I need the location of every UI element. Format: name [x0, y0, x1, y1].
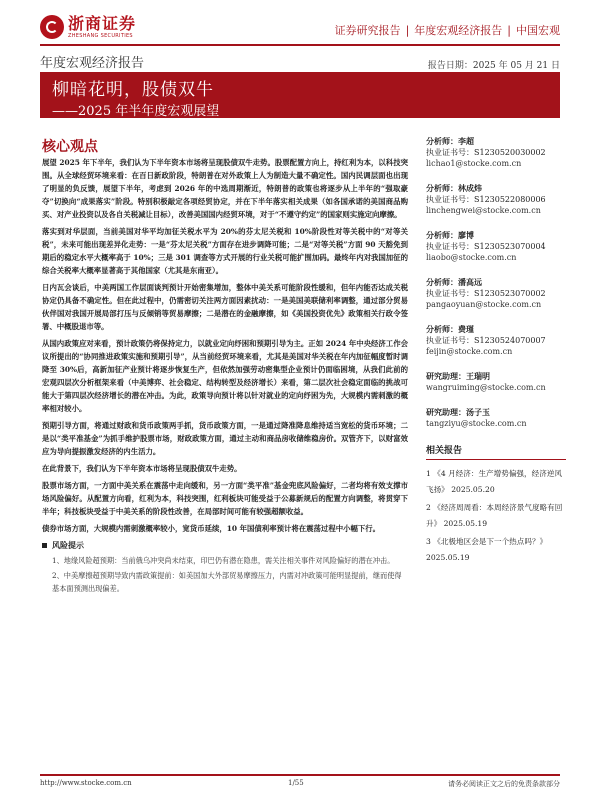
paragraph-us-china: 日内瓦会谈后，中美两国工作层面谈判预计开始密集增加，整体中美关系可能阶段性缓和，但年内能否达成关税协定仍具备不确定性。但在此过程中，仍需密切关注两方面因素扰动：一是美国美联储利率调整，通过部分贸易伙伴国对我国开展局部打压与反倾销等贸易摩擦；二是潜在的金融摩擦，如《美国投资优先》政策相关行政令签署、中概股退市等。	[42, 283, 408, 331]
assistant-card: 研究助理：汤子玉 tangziyu@stocke.com.cn	[426, 407, 566, 429]
page-title: 柳暗花明，股债双牛	[52, 80, 214, 100]
analyst-cert: 执业证书号：S1230523070002	[426, 289, 546, 298]
analyst-name: 廖博	[458, 230, 474, 240]
nav-research-report: 证券研究报告	[334, 24, 401, 37]
assistant-name: 王瑞明	[466, 371, 490, 381]
analyst-email[interactable]: lichao1@stocke.com.cn	[426, 159, 522, 168]
analyst-email[interactable]: linchengwei@stocke.com.cn	[426, 206, 541, 215]
page-number: 1/55	[288, 779, 304, 787]
paragraph-bonds: 债券市场方面，大规模内需刺激概率较小，宽货币延续，10 年国债利率预计将在震荡过程中小幅下行。	[42, 524, 381, 533]
paragraph-background: 在此背景下，我们认为下半年资本市场将呈现股债双牛走势。	[42, 464, 242, 473]
assistant-name: 汤子玉	[466, 407, 490, 417]
analyst-card: 分析师：林成炜 执业证书号：S1230522080006 linchengwei@stocke.com.cn	[426, 183, 566, 216]
page-subtitle: ——2025 年半年度宏观展望	[52, 104, 220, 119]
analyst-card: 分析师：廖博 执业证书号：S1230523070004 liaobo@stocke.com.cn	[426, 230, 566, 263]
sidebar	[426, 136, 566, 568]
paragraph-tariffs: 落实到对华层面，当前美国对华平均加征关税水平为 20%的芬太尼关税和 10%阶段性对等关税中的“对等关税”，未来可能出现差异化走势：一是“芬太尼关税”方面存在进步调降可能；二是“对等关税”方面 90 天豁免到期后的稳定水平大概率高于 10%；三是 301 调查等方式开展的行业关税可能扩围加码。最终年内对我国加征的综合关税率大概率显著高于其他国家（尤其是东南亚）。	[42, 227, 408, 275]
paragraph-outlook: 展望 2025 年下半年，我们认为下半年资本市场将呈现股债双牛走势。股票配置方向上，持红利为本，以科技突围。从全球经贸环境来看：在百日新政阶段，特朗普在对外政策上人为制造大量不确定性。国内民调层面也出现了明显的负反馈，展望下半年，考虑到 2026 年的中选周期渐近，特朗普的政策也将逐步从上半年的“强取豪夺”切换向“成果落实”阶段。特别积极敲定各项经贸协定，并在下半年落实相关成果（如各国承诺的美国商品购买、对产业投资以及各自关税减让目标），改善美国国内经贸环境，对于“不遵守约定”的国家则实施定向摩擦。	[42, 158, 408, 219]
core-views	[42, 156, 408, 595]
analyst-cert: 执业证书号：S1230523070004	[426, 242, 546, 251]
analyst-name: 林成炜	[458, 183, 482, 193]
analyst-email[interactable]: liaobo@stocke.com.cn	[426, 253, 517, 262]
related-report-item[interactable]: 3 《北极地区会是下一个热点吗？》 2025.05.19	[426, 537, 548, 562]
doc-type: 年度宏观经济报告	[40, 56, 145, 71]
section-heading: 核心观点	[42, 139, 98, 155]
related-reports-list	[426, 466, 566, 566]
analyst-card: 分析师：潘高远 执业证书号：S1230523070002 pangaoyuan@stocke.com.cn	[426, 277, 566, 310]
related-rule	[426, 459, 566, 460]
related-report-item[interactable]: 1 《4 月经济：生产增势偏强，经济逆风飞扬》 2025.05.20	[426, 469, 562, 494]
paragraph-expectations: 预期引导方面，将通过财政和货币政策两手抓，货币政策方面，一是通过降准降息维持适当宽松的货币环境；二是以“类平准基金”为抓手维护股票市场，财政政策方面，通过主动和商品房收储维稳房价。双管齐下，以财富效应为导向提振激发经济的内生活力。	[42, 421, 408, 456]
square-bullet-icon	[42, 543, 47, 548]
assistant-email[interactable]: wangruiming@stocke.com.cn	[426, 383, 546, 392]
analyst-cert: 执业证书号：S1230520030002	[426, 148, 546, 157]
assistant-email[interactable]: tangziyu@stocke.com.cn	[426, 419, 527, 428]
paragraph-equities: 股票市场方面，一方面中美关系在震荡中走向缓和，另一方面“类平准”基金兜底风险偏好，二者均将有效支撑市场风险偏好。从配置方向看，红利为本，科技突围，红利板块可能受益于公募新规后的配置方向调整，将贯穿下半年；科技板块受益于中美关系的阶段性改善，在局部时间可能有较强超额收益。	[42, 481, 408, 516]
brand-name: 浙商证券	[68, 13, 137, 33]
footer-rule	[40, 774, 560, 776]
analyst-card: 分析师：李超 执业证书号：S1230520030002 lichao1@stocke.com.cn	[426, 136, 566, 169]
report-date: 报告日期：2025 年 05 月 21 日	[427, 61, 560, 71]
header-rule	[40, 44, 560, 46]
footer-disclaimer: 请务必阅读正文之后的免责条款部分	[448, 780, 560, 788]
paragraph-domestic-policy: 从国内政策应对来看，预计政策仍将保持定力，以就业定向纾困和预期引导为主。正如 2024 年中央经济工作会议所提出的“协同推进政策实施和预期引导”，从当前经贸环境来看，尤其是美国对华关税在年内加征幅度暂时调降至 30%后，高新加征产业预计将逐步恢复生产，但依然加强劳动密集型企业预计仍面临困境，从我们此前的宏观四层次分析框架来看（中美博弈、社会稳定、结构转型及经济增长）来看，第二层次社会稳定面临的挑战可能大于第四层次经济增长的潜在冲击。为此，政策导向预计将以针对就业的定向纾困为先，大规模内需刺激的概率相对较小。	[42, 339, 408, 413]
analyst-name: 李超	[458, 136, 474, 146]
related-reports-heading: 相关报告	[426, 446, 463, 456]
analyst-email[interactable]: feijin@stocke.com.cn	[426, 347, 513, 356]
nav-china-macro: 中国宏观	[516, 24, 560, 37]
top-nav: 证券研究报告 | 年度宏观经济报告 | 中国宏观	[334, 24, 560, 37]
assistant-card: 研究助理：王瑞明 wangruiming@stocke.com.cn	[426, 371, 566, 393]
brand-name-en: ZHESHANG SECURITIES	[68, 32, 133, 39]
risk-item: 1、地缘风险超预期：当前俄乌冲突尚未结束，印巴仍有潜在隐患，需关注相关事件对风险偏好的潜在冲击。	[52, 556, 395, 565]
analyst-name: 潘高远	[458, 277, 482, 287]
footer-website-link[interactable]: http://www.stocke.com.cn	[40, 779, 132, 787]
risk-item: 2、中美摩擦超预期导致内需政策提前：如美国加大外部贸易摩擦压力，内需对冲政策可能明显提前，继而使得基本面预测出现偏差。	[52, 571, 402, 593]
nav-annual-report: 年度宏观经济报告	[414, 24, 503, 37]
analyst-cert: 执业证书号：S1230524070007	[426, 336, 546, 345]
brand-logo	[40, 14, 136, 40]
analyst-name: 费瑾	[458, 324, 474, 334]
related-report-item[interactable]: 2 《经济周周看：本周经济景气度略有回升》 2025.05.19	[426, 503, 563, 528]
analyst-email[interactable]: pangaoyuan@stocke.com.cn	[426, 300, 542, 309]
analyst-card: 分析师：费瑾 执业证书号：S1230524070007 feijin@stocke.com.cn	[426, 324, 566, 357]
analyst-cert: 执业证书号：S1230522080006	[426, 195, 546, 204]
brand-mark-icon	[40, 15, 64, 39]
risk-heading: 风险提示	[42, 539, 408, 552]
